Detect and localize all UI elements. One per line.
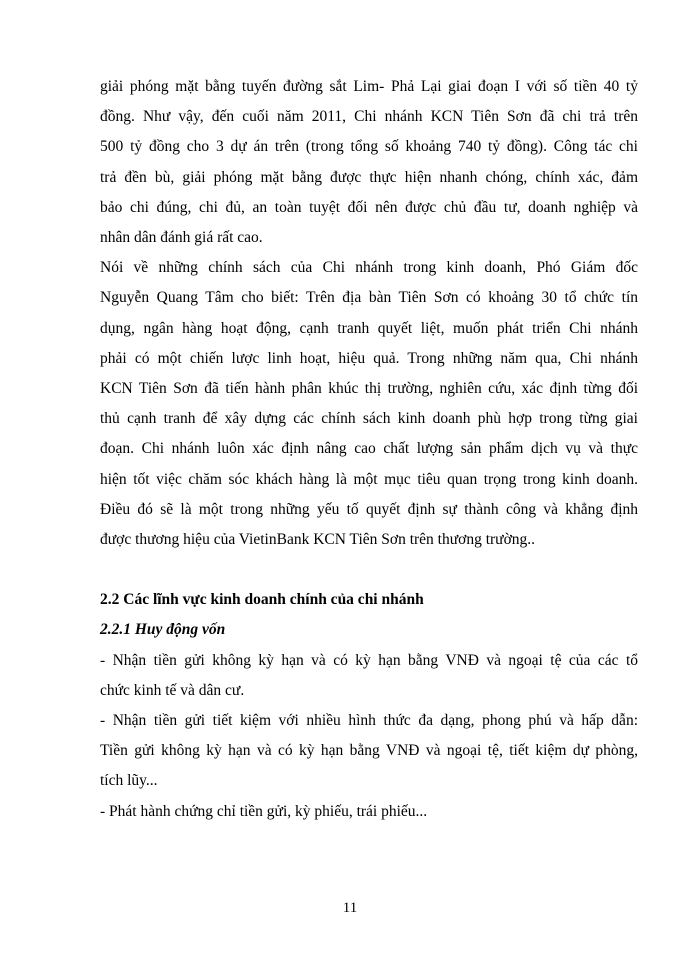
text-line: bảo chi đúng, chi đủ, an toàn tuyệt đối nên được chủ đầu tư, doanh nghiệp và	[100, 198, 638, 216]
page-number: 11	[342, 900, 358, 916]
paragraph-business-policy	[100, 253, 638, 555]
text-line: - Phát hành chứng chỉ tiền gửi, kỳ phiếu, trái phiếu...	[100, 802, 428, 820]
text-line: đồng. Như vậy, đến cuối năm 2011, Chi nhánh KCN Tiên Sơn đã chi trả trên	[100, 108, 638, 126]
text-line: 500 tỷ đồng cho 3 dự án trên (trong tổng số khoảng 740 tỷ đồng). Công tác chi	[100, 138, 638, 156]
text-line: nhân dân đánh giá rất cao.	[100, 229, 263, 247]
section-spacer	[100, 555, 638, 585]
text-line: - Nhận tiền gửi không kỳ hạn và có kỳ hạn bằng VNĐ và ngoại tệ của các tổ	[100, 651, 638, 669]
subsection-heading: 2.2.1 Huy động vốn	[100, 621, 226, 639]
list-item	[100, 706, 638, 797]
paragraph-land-clearance	[100, 72, 638, 253]
text-line: - Nhận tiền gửi tiết kiệm với nhiều hình thức đa dạng, phong phú và hấp dẫn:	[100, 712, 638, 730]
text-line: chức kinh tế và dân cư.	[100, 681, 245, 699]
text-line: Tiền gửi không kỳ hạn và có kỳ hạn bằng VNĐ và ngoại tệ, tiết kiệm dự phòng,	[100, 742, 638, 760]
document-page	[100, 72, 638, 827]
text-line: được thương hiệu của VietinBank KCN Tiên Sơn trên thương trường..	[100, 531, 536, 549]
list-item	[100, 797, 638, 827]
text-line: tích lũy...	[100, 772, 158, 790]
text-line: thủ cạnh tranh để xây dựng các chính sách kinh doanh phù hợp trong từng giai	[100, 410, 638, 428]
text-line: Nói về những chính sách của Chi nhánh trong kinh doanh, Phó Giám đốc	[100, 259, 638, 277]
text-line: đoạn. Chi nhánh luôn xác định nâng cao chất lượng sản phẩm dịch vụ và thực	[100, 440, 638, 458]
text-line: giải phóng mặt bằng tuyến đường sắt Lim- Phả Lại giai đoạn I với số tiền 40 tỷ	[100, 78, 638, 95]
section-heading: 2.2 Các lĩnh vực kinh doanh chính của chi nhánh	[100, 591, 424, 609]
text-line: KCN Tiên Sơn đã tiến hành phân khúc thị trường, nghiên cứu, xác định từng đối	[100, 380, 638, 398]
text-line: phải có một chiến lược linh hoạt, hiệu quả. Trong những năm qua, Chi nhánh	[100, 349, 638, 367]
text-line: Điều đó sẽ là một trong những yếu tố quyết định sự thành công và khẳng định	[100, 500, 638, 518]
list-item	[100, 646, 638, 706]
text-line: hiện tốt việc chăm sóc khách hàng là một mục tiêu quan trọng trong kinh doanh.	[100, 470, 638, 488]
text-line: dụng, ngân hàng hoạt động, cạnh tranh quyết liệt, muốn phát triển Chi nhánh	[100, 319, 638, 337]
text-line: trả đền bù, giải phóng mặt bằng được thực hiện nhanh chóng, chính xác, đảm	[100, 168, 638, 186]
text-line: Nguyễn Quang Tâm cho biết: Trên địa bàn Tiên Sơn có khoảng 30 tổ chức tín	[100, 289, 638, 307]
